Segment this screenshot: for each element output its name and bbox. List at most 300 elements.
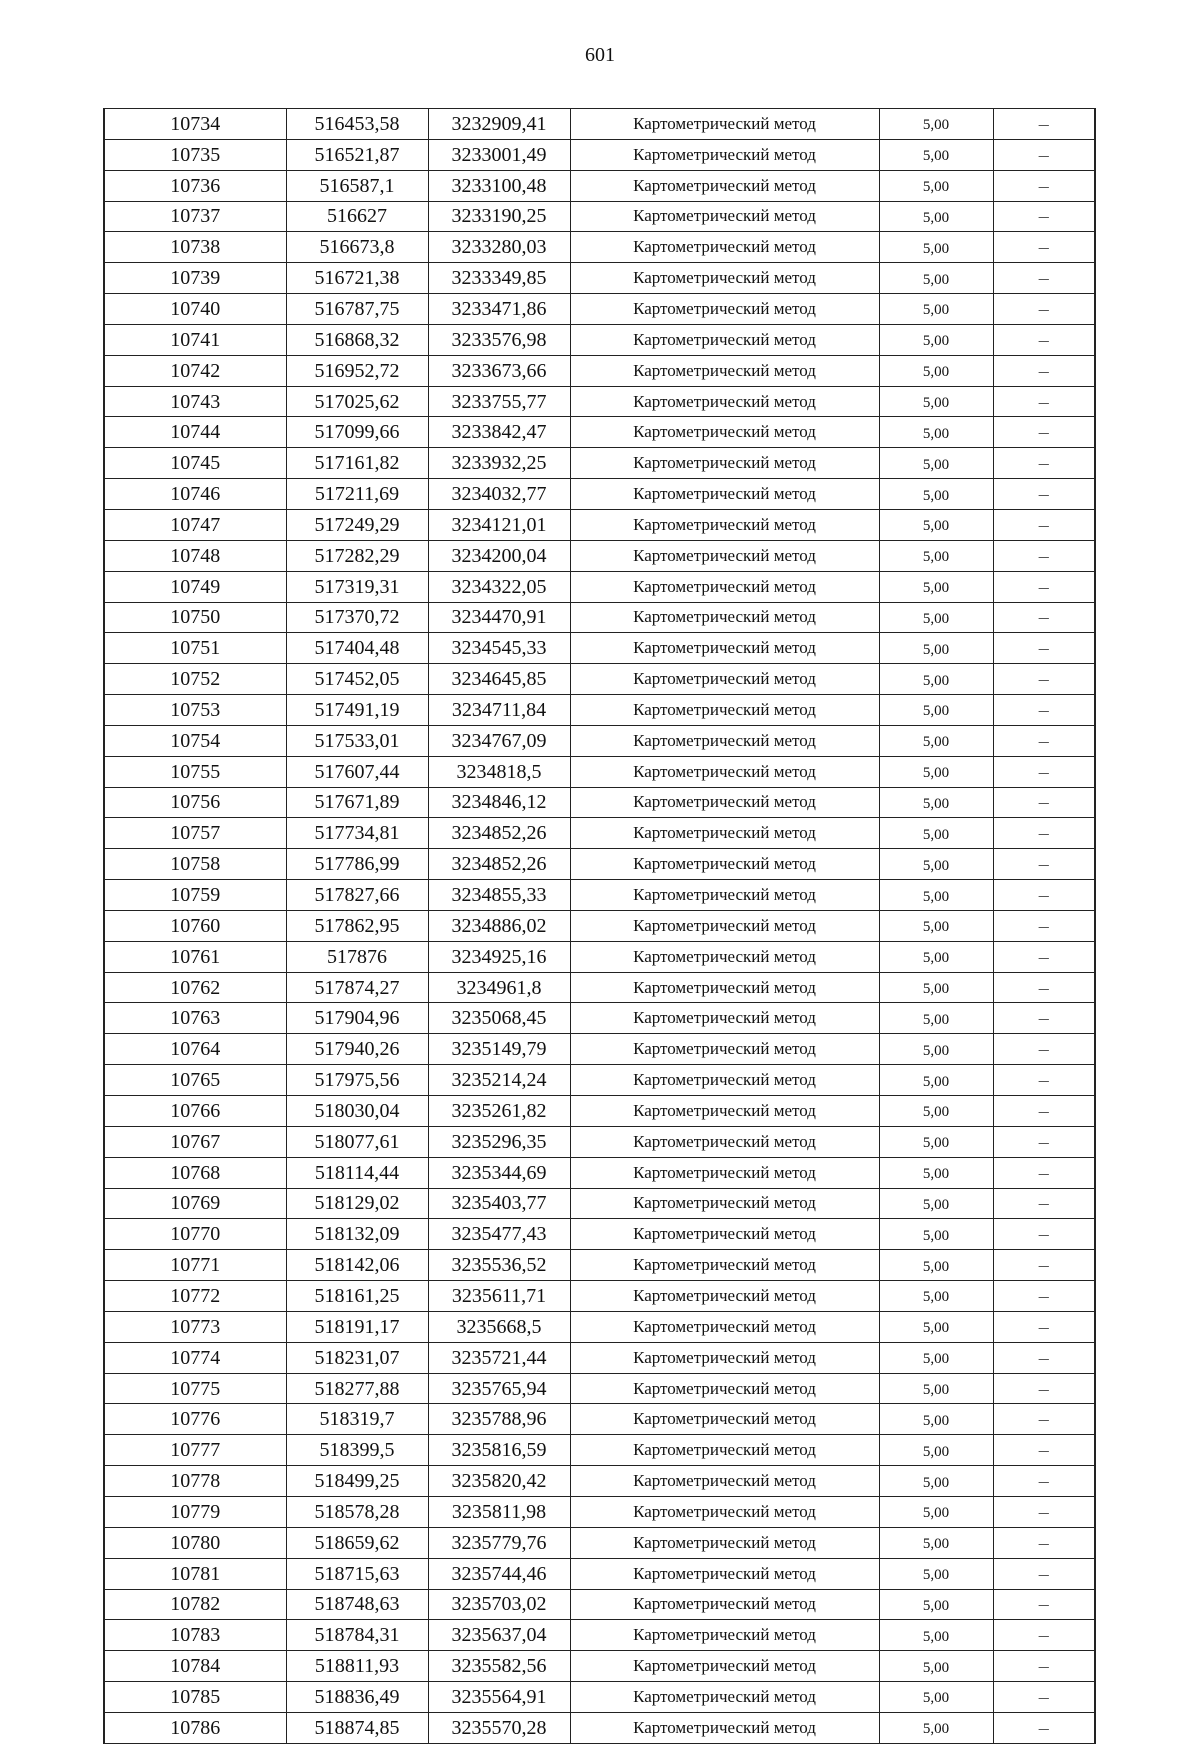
accuracy-cell: 5,00 bbox=[879, 725, 993, 756]
method-cell: Картометрический метод bbox=[570, 1311, 879, 1342]
note-cell: – bbox=[993, 1003, 1095, 1034]
point-number-cell: 10734 bbox=[104, 109, 286, 140]
x-coordinate-cell: 517491,19 bbox=[286, 695, 428, 726]
x-coordinate-cell: 518030,04 bbox=[286, 1096, 428, 1127]
x-coordinate-cell: 516787,75 bbox=[286, 294, 428, 325]
accuracy-cell: 5,00 bbox=[879, 1126, 993, 1157]
note-cell: – bbox=[993, 1558, 1095, 1589]
y-coordinate-cell: 3235068,45 bbox=[428, 1003, 570, 1034]
point-number-cell: 10736 bbox=[104, 170, 286, 201]
x-coordinate-cell: 518129,02 bbox=[286, 1188, 428, 1219]
point-number-cell: 10782 bbox=[104, 1589, 286, 1620]
note-cell: – bbox=[993, 170, 1095, 201]
note-cell: – bbox=[993, 1712, 1095, 1743]
x-coordinate-cell: 518231,07 bbox=[286, 1342, 428, 1373]
table-row bbox=[104, 1373, 1095, 1404]
y-coordinate-cell: 3235668,5 bbox=[428, 1311, 570, 1342]
accuracy-cell: 5,00 bbox=[879, 509, 993, 540]
accuracy-cell: 5,00 bbox=[879, 1034, 993, 1065]
method-cell: Картометрический метод bbox=[570, 1126, 879, 1157]
note-cell: – bbox=[993, 1034, 1095, 1065]
x-coordinate-cell: 517940,26 bbox=[286, 1034, 428, 1065]
method-cell: Картометрический метод bbox=[570, 695, 879, 726]
accuracy-cell: 5,00 bbox=[879, 324, 993, 355]
point-number-cell: 10756 bbox=[104, 787, 286, 818]
note-cell: – bbox=[993, 941, 1095, 972]
method-cell: Картометрический метод bbox=[570, 1281, 879, 1312]
note-cell: – bbox=[993, 571, 1095, 602]
y-coordinate-cell: 3234645,85 bbox=[428, 664, 570, 695]
note-cell: – bbox=[993, 1311, 1095, 1342]
accuracy-cell: 5,00 bbox=[879, 1373, 993, 1404]
y-coordinate-cell: 3235765,94 bbox=[428, 1373, 570, 1404]
point-number-cell: 10749 bbox=[104, 571, 286, 602]
y-coordinate-cell: 3232909,41 bbox=[428, 109, 570, 140]
method-cell: Картометрический метод bbox=[570, 1404, 879, 1435]
accuracy-cell: 5,00 bbox=[879, 756, 993, 787]
method-cell: Картометрический метод bbox=[570, 139, 879, 170]
accuracy-cell: 5,00 bbox=[879, 294, 993, 325]
y-coordinate-cell: 3234886,02 bbox=[428, 910, 570, 941]
method-cell: Картометрический метод bbox=[570, 1157, 879, 1188]
table-row bbox=[104, 1682, 1095, 1713]
accuracy-cell: 5,00 bbox=[879, 1065, 993, 1096]
x-coordinate-cell: 518399,5 bbox=[286, 1435, 428, 1466]
y-coordinate-cell: 3234711,84 bbox=[428, 695, 570, 726]
table-row bbox=[104, 1435, 1095, 1466]
method-cell: Картометрический метод bbox=[570, 880, 879, 911]
accuracy-cell: 5,00 bbox=[879, 972, 993, 1003]
x-coordinate-cell: 517827,66 bbox=[286, 880, 428, 911]
y-coordinate-cell: 3235703,02 bbox=[428, 1589, 570, 1620]
method-cell: Картометрический метод bbox=[570, 1373, 879, 1404]
x-coordinate-cell: 517671,89 bbox=[286, 787, 428, 818]
coordinates-table-body bbox=[104, 109, 1095, 1744]
accuracy-cell: 5,00 bbox=[879, 540, 993, 571]
method-cell: Картометрический метод bbox=[570, 1219, 879, 1250]
x-coordinate-cell: 517786,99 bbox=[286, 849, 428, 880]
x-coordinate-cell: 517607,44 bbox=[286, 756, 428, 787]
point-number-cell: 10745 bbox=[104, 448, 286, 479]
table-row bbox=[104, 355, 1095, 386]
x-coordinate-cell: 517874,27 bbox=[286, 972, 428, 1003]
method-cell: Картометрический метод bbox=[570, 633, 879, 664]
table-row bbox=[104, 1496, 1095, 1527]
note-cell: – bbox=[993, 1065, 1095, 1096]
point-number-cell: 10767 bbox=[104, 1126, 286, 1157]
table-row bbox=[104, 910, 1095, 941]
y-coordinate-cell: 3234852,26 bbox=[428, 818, 570, 849]
point-number-cell: 10764 bbox=[104, 1034, 286, 1065]
y-coordinate-cell: 3233673,66 bbox=[428, 355, 570, 386]
y-coordinate-cell: 3235296,35 bbox=[428, 1126, 570, 1157]
method-cell: Картометрический метод bbox=[570, 170, 879, 201]
method-cell: Картометрический метод bbox=[570, 1589, 879, 1620]
accuracy-cell: 5,00 bbox=[879, 139, 993, 170]
table-row bbox=[104, 1096, 1095, 1127]
y-coordinate-cell: 3234818,5 bbox=[428, 756, 570, 787]
table-row bbox=[104, 170, 1095, 201]
table-row bbox=[104, 1311, 1095, 1342]
point-number-cell: 10740 bbox=[104, 294, 286, 325]
x-coordinate-cell: 518277,88 bbox=[286, 1373, 428, 1404]
table-row bbox=[104, 1188, 1095, 1219]
point-number-cell: 10776 bbox=[104, 1404, 286, 1435]
accuracy-cell: 5,00 bbox=[879, 201, 993, 232]
point-number-cell: 10784 bbox=[104, 1651, 286, 1682]
point-number-cell: 10742 bbox=[104, 355, 286, 386]
note-cell: – bbox=[993, 1620, 1095, 1651]
note-cell: – bbox=[993, 1651, 1095, 1682]
table-row bbox=[104, 1558, 1095, 1589]
point-number-cell: 10781 bbox=[104, 1558, 286, 1589]
note-cell: – bbox=[993, 695, 1095, 726]
accuracy-cell: 5,00 bbox=[879, 695, 993, 726]
note-cell: – bbox=[993, 1589, 1095, 1620]
y-coordinate-cell: 3234470,91 bbox=[428, 602, 570, 633]
y-coordinate-cell: 3235811,98 bbox=[428, 1496, 570, 1527]
x-coordinate-cell: 517211,69 bbox=[286, 479, 428, 510]
page-number: 601 bbox=[585, 44, 615, 66]
note-cell: – bbox=[993, 1157, 1095, 1188]
point-number-cell: 10746 bbox=[104, 479, 286, 510]
y-coordinate-cell: 3235816,59 bbox=[428, 1435, 570, 1466]
accuracy-cell: 5,00 bbox=[879, 1311, 993, 1342]
table-row bbox=[104, 571, 1095, 602]
method-cell: Картометрический метод bbox=[570, 294, 879, 325]
accuracy-cell: 5,00 bbox=[879, 880, 993, 911]
table-row bbox=[104, 1003, 1095, 1034]
note-cell: – bbox=[993, 849, 1095, 880]
note-cell: – bbox=[993, 1527, 1095, 1558]
point-number-cell: 10735 bbox=[104, 139, 286, 170]
y-coordinate-cell: 3234121,01 bbox=[428, 509, 570, 540]
point-number-cell: 10741 bbox=[104, 324, 286, 355]
note-cell: – bbox=[993, 1188, 1095, 1219]
x-coordinate-cell: 516868,32 bbox=[286, 324, 428, 355]
point-number-cell: 10763 bbox=[104, 1003, 286, 1034]
method-cell: Картометрический метод bbox=[570, 1435, 879, 1466]
point-number-cell: 10751 bbox=[104, 633, 286, 664]
method-cell: Картометрический метод bbox=[570, 725, 879, 756]
table-row bbox=[104, 1250, 1095, 1281]
method-cell: Картометрический метод bbox=[570, 1682, 879, 1713]
note-cell: – bbox=[993, 1682, 1095, 1713]
point-number-cell: 10753 bbox=[104, 695, 286, 726]
x-coordinate-cell: 517370,72 bbox=[286, 602, 428, 633]
x-coordinate-cell: 518142,06 bbox=[286, 1250, 428, 1281]
table-row bbox=[104, 1157, 1095, 1188]
note-cell: – bbox=[993, 509, 1095, 540]
note-cell: – bbox=[993, 910, 1095, 941]
table-row bbox=[104, 1342, 1095, 1373]
method-cell: Картометрический метод bbox=[570, 910, 879, 941]
point-number-cell: 10752 bbox=[104, 664, 286, 695]
accuracy-cell: 5,00 bbox=[879, 1496, 993, 1527]
table-row bbox=[104, 633, 1095, 664]
y-coordinate-cell: 3235788,96 bbox=[428, 1404, 570, 1435]
point-number-cell: 10761 bbox=[104, 941, 286, 972]
x-coordinate-cell: 517876 bbox=[286, 941, 428, 972]
accuracy-cell: 5,00 bbox=[879, 1589, 993, 1620]
note-cell: – bbox=[993, 1404, 1095, 1435]
method-cell: Картометрический метод bbox=[570, 509, 879, 540]
y-coordinate-cell: 3235536,52 bbox=[428, 1250, 570, 1281]
accuracy-cell: 5,00 bbox=[879, 1620, 993, 1651]
y-coordinate-cell: 3235820,42 bbox=[428, 1466, 570, 1497]
x-coordinate-cell: 518659,62 bbox=[286, 1527, 428, 1558]
note-cell: – bbox=[993, 540, 1095, 571]
point-number-cell: 10770 bbox=[104, 1219, 286, 1250]
note-cell: – bbox=[993, 818, 1095, 849]
table-row bbox=[104, 695, 1095, 726]
accuracy-cell: 5,00 bbox=[879, 1435, 993, 1466]
x-coordinate-cell: 518748,63 bbox=[286, 1589, 428, 1620]
table-row bbox=[104, 294, 1095, 325]
note-cell: – bbox=[993, 324, 1095, 355]
accuracy-cell: 5,00 bbox=[879, 571, 993, 602]
point-number-cell: 10744 bbox=[104, 417, 286, 448]
x-coordinate-cell: 518836,49 bbox=[286, 1682, 428, 1713]
x-coordinate-cell: 517249,29 bbox=[286, 509, 428, 540]
method-cell: Картометрический метод bbox=[570, 232, 879, 263]
y-coordinate-cell: 3233280,03 bbox=[428, 232, 570, 263]
y-coordinate-cell: 3235564,91 bbox=[428, 1682, 570, 1713]
point-number-cell: 10783 bbox=[104, 1620, 286, 1651]
point-number-cell: 10786 bbox=[104, 1712, 286, 1743]
point-number-cell: 10754 bbox=[104, 725, 286, 756]
x-coordinate-cell: 517904,96 bbox=[286, 1003, 428, 1034]
y-coordinate-cell: 3234767,09 bbox=[428, 725, 570, 756]
table-row bbox=[104, 602, 1095, 633]
accuracy-cell: 5,00 bbox=[879, 1157, 993, 1188]
accuracy-cell: 5,00 bbox=[879, 602, 993, 633]
note-cell: – bbox=[993, 109, 1095, 140]
table-row bbox=[104, 232, 1095, 263]
y-coordinate-cell: 3234032,77 bbox=[428, 479, 570, 510]
table-row bbox=[104, 1620, 1095, 1651]
y-coordinate-cell: 3235149,79 bbox=[428, 1034, 570, 1065]
accuracy-cell: 5,00 bbox=[879, 232, 993, 263]
method-cell: Картометрический метод bbox=[570, 355, 879, 386]
accuracy-cell: 5,00 bbox=[879, 1558, 993, 1589]
accuracy-cell: 5,00 bbox=[879, 386, 993, 417]
note-cell: – bbox=[993, 1435, 1095, 1466]
point-number-cell: 10766 bbox=[104, 1096, 286, 1127]
table-row bbox=[104, 1034, 1095, 1065]
accuracy-cell: 5,00 bbox=[879, 263, 993, 294]
table-row bbox=[104, 1065, 1095, 1096]
x-coordinate-cell: 517452,05 bbox=[286, 664, 428, 695]
x-coordinate-cell: 518874,85 bbox=[286, 1712, 428, 1743]
method-cell: Картометрический метод bbox=[570, 756, 879, 787]
note-cell: – bbox=[993, 139, 1095, 170]
point-number-cell: 10758 bbox=[104, 849, 286, 880]
y-coordinate-cell: 3234855,33 bbox=[428, 880, 570, 911]
y-coordinate-cell: 3233471,86 bbox=[428, 294, 570, 325]
y-coordinate-cell: 3235214,24 bbox=[428, 1065, 570, 1096]
note-cell: – bbox=[993, 664, 1095, 695]
method-cell: Картометрический метод bbox=[570, 263, 879, 294]
y-coordinate-cell: 3234961,8 bbox=[428, 972, 570, 1003]
x-coordinate-cell: 516673,8 bbox=[286, 232, 428, 263]
accuracy-cell: 5,00 bbox=[879, 417, 993, 448]
note-cell: – bbox=[993, 1466, 1095, 1497]
y-coordinate-cell: 3234322,05 bbox=[428, 571, 570, 602]
point-number-cell: 10768 bbox=[104, 1157, 286, 1188]
point-number-cell: 10771 bbox=[104, 1250, 286, 1281]
point-number-cell: 10750 bbox=[104, 602, 286, 633]
accuracy-cell: 5,00 bbox=[879, 1188, 993, 1219]
point-number-cell: 10774 bbox=[104, 1342, 286, 1373]
accuracy-cell: 5,00 bbox=[879, 1651, 993, 1682]
note-cell: – bbox=[993, 294, 1095, 325]
method-cell: Картометрический метод bbox=[570, 849, 879, 880]
point-number-cell: 10777 bbox=[104, 1435, 286, 1466]
accuracy-cell: 5,00 bbox=[879, 633, 993, 664]
y-coordinate-cell: 3235611,71 bbox=[428, 1281, 570, 1312]
method-cell: Картометрический метод bbox=[570, 1342, 879, 1373]
table-row bbox=[104, 201, 1095, 232]
point-number-cell: 10778 bbox=[104, 1466, 286, 1497]
note-cell: – bbox=[993, 201, 1095, 232]
x-coordinate-cell: 518114,44 bbox=[286, 1157, 428, 1188]
table-row bbox=[104, 787, 1095, 818]
accuracy-cell: 5,00 bbox=[879, 941, 993, 972]
note-cell: – bbox=[993, 880, 1095, 911]
x-coordinate-cell: 518319,7 bbox=[286, 1404, 428, 1435]
table-row bbox=[104, 1219, 1095, 1250]
table-row bbox=[104, 1589, 1095, 1620]
note-cell: – bbox=[993, 1250, 1095, 1281]
accuracy-cell: 5,00 bbox=[879, 1712, 993, 1743]
accuracy-cell: 5,00 bbox=[879, 849, 993, 880]
table-row bbox=[104, 880, 1095, 911]
note-cell: – bbox=[993, 448, 1095, 479]
note-cell: – bbox=[993, 263, 1095, 294]
point-number-cell: 10748 bbox=[104, 540, 286, 571]
note-cell: – bbox=[993, 1281, 1095, 1312]
accuracy-cell: 5,00 bbox=[879, 787, 993, 818]
x-coordinate-cell: 517282,29 bbox=[286, 540, 428, 571]
method-cell: Картометрический метод bbox=[570, 1003, 879, 1034]
accuracy-cell: 5,00 bbox=[879, 109, 993, 140]
table-row bbox=[104, 972, 1095, 1003]
method-cell: Картометрический метод bbox=[570, 1651, 879, 1682]
x-coordinate-cell: 516521,87 bbox=[286, 139, 428, 170]
method-cell: Картометрический метод bbox=[570, 818, 879, 849]
table-row bbox=[104, 324, 1095, 355]
note-cell: – bbox=[993, 1342, 1095, 1373]
point-number-cell: 10739 bbox=[104, 263, 286, 294]
method-cell: Картометрический метод bbox=[570, 448, 879, 479]
y-coordinate-cell: 3233100,48 bbox=[428, 170, 570, 201]
x-coordinate-cell: 516952,72 bbox=[286, 355, 428, 386]
accuracy-cell: 5,00 bbox=[879, 664, 993, 695]
table-row bbox=[104, 1404, 1095, 1435]
accuracy-cell: 5,00 bbox=[879, 1466, 993, 1497]
point-number-cell: 10755 bbox=[104, 756, 286, 787]
y-coordinate-cell: 3235344,69 bbox=[428, 1157, 570, 1188]
table-row bbox=[104, 1126, 1095, 1157]
method-cell: Картометрический метод bbox=[570, 571, 879, 602]
method-cell: Картометрический метод bbox=[570, 1034, 879, 1065]
note-cell: – bbox=[993, 1373, 1095, 1404]
x-coordinate-cell: 516721,38 bbox=[286, 263, 428, 294]
x-coordinate-cell: 518132,09 bbox=[286, 1219, 428, 1250]
x-coordinate-cell: 517404,48 bbox=[286, 633, 428, 664]
point-number-cell: 10760 bbox=[104, 910, 286, 941]
x-coordinate-cell: 516627 bbox=[286, 201, 428, 232]
x-coordinate-cell: 517734,81 bbox=[286, 818, 428, 849]
y-coordinate-cell: 3235582,56 bbox=[428, 1651, 570, 1682]
method-cell: Картометрический метод bbox=[570, 664, 879, 695]
method-cell: Картометрический метод bbox=[570, 602, 879, 633]
point-number-cell: 10775 bbox=[104, 1373, 286, 1404]
x-coordinate-cell: 517533,01 bbox=[286, 725, 428, 756]
y-coordinate-cell: 3233576,98 bbox=[428, 324, 570, 355]
x-coordinate-cell: 518191,17 bbox=[286, 1311, 428, 1342]
x-coordinate-cell: 517319,31 bbox=[286, 571, 428, 602]
table-row bbox=[104, 941, 1095, 972]
accuracy-cell: 5,00 bbox=[879, 1342, 993, 1373]
accuracy-cell: 5,00 bbox=[879, 818, 993, 849]
table-row bbox=[104, 756, 1095, 787]
note-cell: – bbox=[993, 972, 1095, 1003]
point-number-cell: 10762 bbox=[104, 972, 286, 1003]
y-coordinate-cell: 3233190,25 bbox=[428, 201, 570, 232]
point-number-cell: 10765 bbox=[104, 1065, 286, 1096]
y-coordinate-cell: 3234200,04 bbox=[428, 540, 570, 571]
method-cell: Картометрический метод bbox=[570, 386, 879, 417]
x-coordinate-cell: 517975,56 bbox=[286, 1065, 428, 1096]
table-row bbox=[104, 849, 1095, 880]
table-row bbox=[104, 1281, 1095, 1312]
table-row bbox=[104, 1527, 1095, 1558]
note-cell: – bbox=[993, 1496, 1095, 1527]
point-number-cell: 10773 bbox=[104, 1311, 286, 1342]
table-row bbox=[104, 509, 1095, 540]
y-coordinate-cell: 3234852,26 bbox=[428, 849, 570, 880]
method-cell: Картометрический метод bbox=[570, 1065, 879, 1096]
accuracy-cell: 5,00 bbox=[879, 1682, 993, 1713]
x-coordinate-cell: 518811,93 bbox=[286, 1651, 428, 1682]
coordinates-table bbox=[103, 108, 1096, 1744]
table-row bbox=[104, 479, 1095, 510]
method-cell: Картометрический метод bbox=[570, 417, 879, 448]
table-row bbox=[104, 386, 1095, 417]
accuracy-cell: 5,00 bbox=[879, 910, 993, 941]
point-number-cell: 10747 bbox=[104, 509, 286, 540]
y-coordinate-cell: 3235261,82 bbox=[428, 1096, 570, 1127]
table-row bbox=[104, 139, 1095, 170]
point-number-cell: 10738 bbox=[104, 232, 286, 263]
x-coordinate-cell: 518715,63 bbox=[286, 1558, 428, 1589]
table-row bbox=[104, 1466, 1095, 1497]
method-cell: Картометрический метод bbox=[570, 1188, 879, 1219]
y-coordinate-cell: 3233842,47 bbox=[428, 417, 570, 448]
y-coordinate-cell: 3234846,12 bbox=[428, 787, 570, 818]
method-cell: Картометрический метод bbox=[570, 787, 879, 818]
x-coordinate-cell: 517099,66 bbox=[286, 417, 428, 448]
method-cell: Картометрический метод bbox=[570, 1096, 879, 1127]
accuracy-cell: 5,00 bbox=[879, 1096, 993, 1127]
x-coordinate-cell: 518784,31 bbox=[286, 1620, 428, 1651]
y-coordinate-cell: 3235744,46 bbox=[428, 1558, 570, 1589]
y-coordinate-cell: 3235477,43 bbox=[428, 1219, 570, 1250]
accuracy-cell: 5,00 bbox=[879, 1527, 993, 1558]
x-coordinate-cell: 518161,25 bbox=[286, 1281, 428, 1312]
